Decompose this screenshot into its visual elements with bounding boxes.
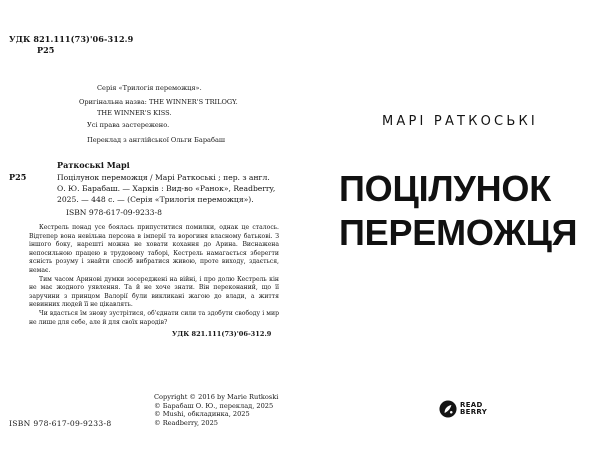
edition-info (79, 83, 274, 145)
annotation (29, 224, 279, 327)
udk-code-bottom: УДК 821.111(73)'06-312.9 (172, 330, 272, 338)
copyright-block (154, 393, 278, 427)
publisher-name (460, 402, 487, 417)
publisher-logo (439, 400, 487, 418)
copyright-line: © Readberry, 2025 (154, 418, 218, 427)
bibliographic-author: Раткоські Марі (57, 160, 130, 170)
rights-line: Усі права застережено. (87, 121, 170, 130)
publisher-name-line2: BERRY (460, 408, 488, 416)
bibliographic-line3: 2025. — 448 с. — (Серія «Трилогія переможця»). (57, 195, 254, 205)
annotation-paragraph: Тим часом Аринові думки зосереджені на війні, і про долю Кестрель кін не має жодного уявлення. Та й не хоче знати. Він переконаний, що її заручини з принцом Валорії були викликані жагою до влади, а життя невинних людей її не цікавлять. (29, 275, 279, 309)
copyright-line: © Mushi, обкладинка, 2025 (154, 410, 250, 419)
author-sign-top: Р25 (37, 45, 55, 55)
original-title-line2: THE WINNER'S KISS. (97, 108, 172, 117)
original-title-line1: Оригінальна назва: THE WINNER'S TRILOGY. (79, 98, 238, 107)
series-line: Серія «Трилогія переможця». (97, 84, 202, 92)
annotation-paragraph: Кестрель понад усе боялась припуститися помилки, однак це сталось. Відтепер вона невільна персона в імперії та ворогиня власному батькові. З іншого боку, нарешті можна не ховати кохання до Арина. Виснажена непосильною працею в трудовому таборі, Кестрель намагається зберегти ясність розуму і знайти спосіб вибратися живою, проте виходу, здається, немає. (29, 224, 279, 274)
bibliographic-description (57, 172, 282, 206)
book-title (339, 167, 577, 255)
udk-code-top: УДК 821.111(73)'06-312.9 (9, 34, 134, 44)
isbn-bottom: ISBN 978-617-09-9233-8 (9, 419, 112, 428)
bibliographic-line2: О. Ю. Барабаш. — Харків : Вид-во «Ранок», Readberry, (57, 184, 276, 194)
author-name: МАРІ РАТКОСЬКІ (382, 114, 538, 129)
copyright-line: © Барабаш О. Ю., переклад, 2025 (154, 401, 274, 410)
bibliographic-isbn: ISBN 978-617-09-9233-8 (66, 208, 162, 217)
publisher-name-line1: READ (460, 400, 483, 409)
book-title-line2: ПЕРЕМОЖЦЯ (339, 212, 578, 253)
book-title-line1: ПОЦІЛУНОК (339, 168, 552, 209)
bibliographic-line1: Поцілунок переможця / Марі Раткоські ; пер. з англ. (57, 173, 270, 182)
translation-line: Переклад з англійської Ольги Барабаш (87, 135, 226, 144)
readberry-logo-icon (439, 400, 457, 418)
bibliographic-code: Р25 (9, 172, 27, 182)
annotation-paragraph: Чи вдасться їм знову зустрітися, об'єднати сили та здобути свободу і мир не лише для себе, але й для своїх народів? (29, 309, 279, 326)
copyright-line: Copyright © 2016 by Marie Rutkoski (154, 393, 279, 401)
